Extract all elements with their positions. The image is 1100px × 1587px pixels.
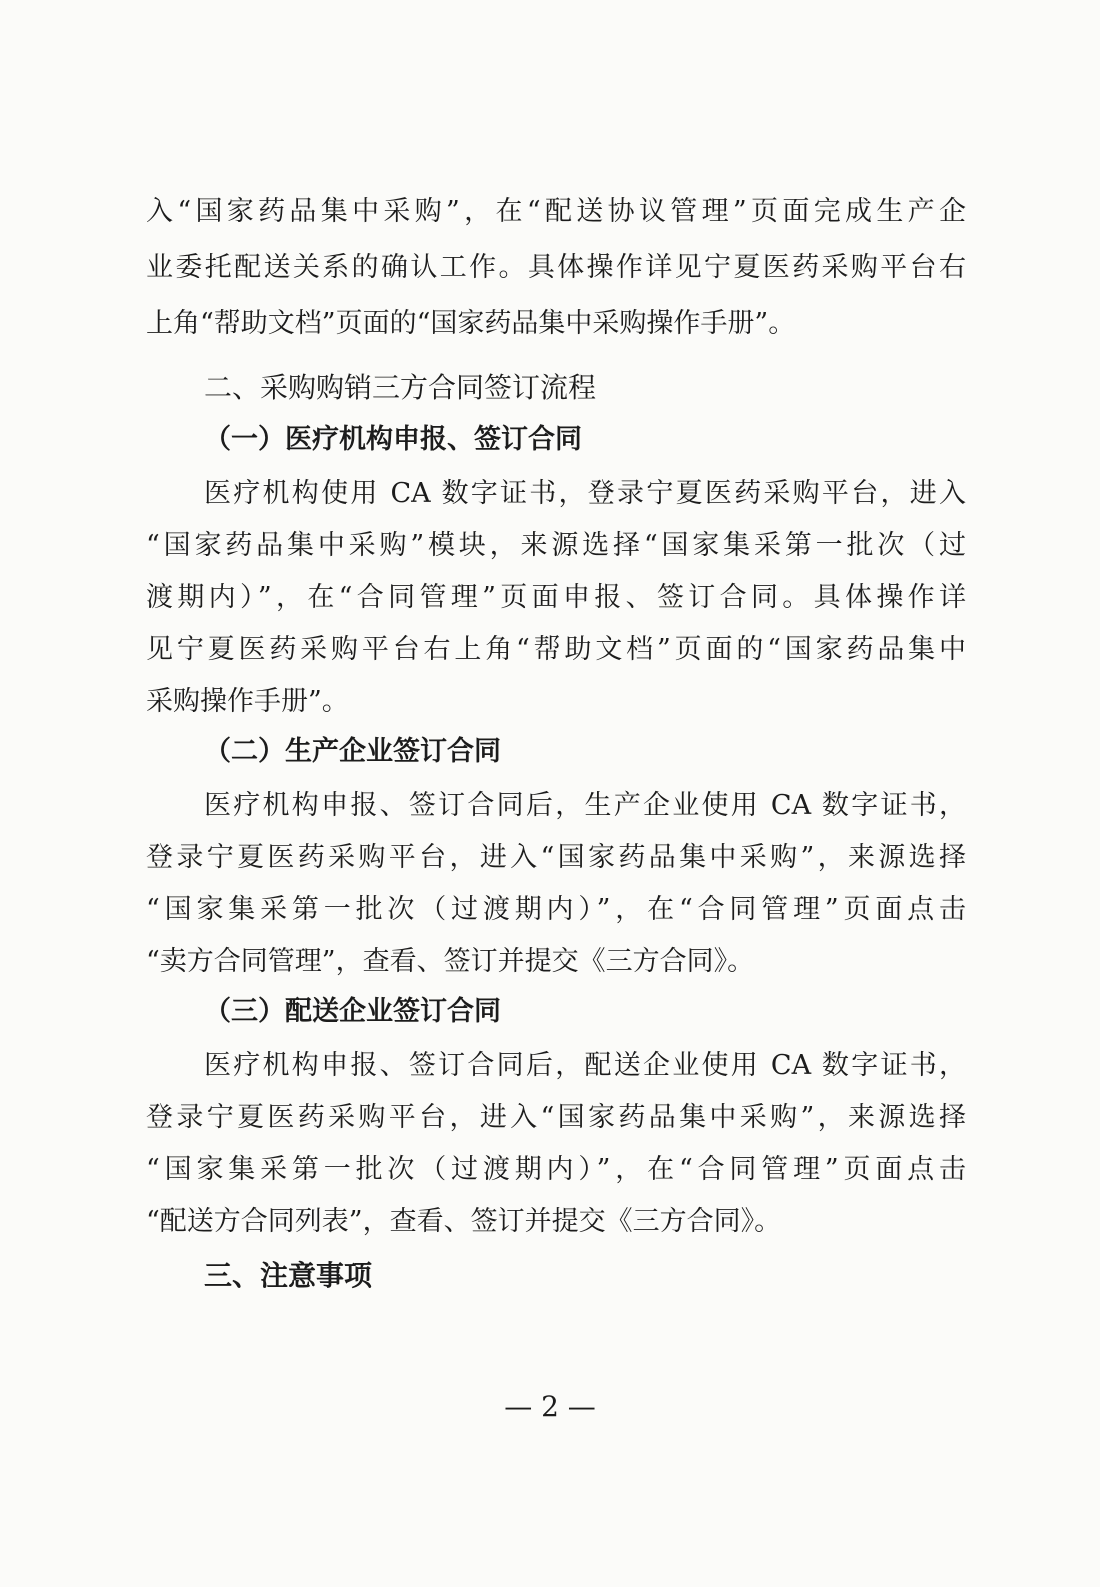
body-text-line: 上角“帮助文档”页面的“国家药品集中采购操作手册”。 [146, 308, 796, 339]
section-heading: 三、注意事项 [204, 1259, 373, 1292]
body-text-line: 登录宁夏医药采购平台，进入“国家药品集中采购”，来源选择 [146, 1102, 966, 1133]
subsection-heading: （一）医疗机构申报、签订合同 [204, 424, 582, 455]
page-number: — 2 — [504, 1390, 596, 1423]
body-text-line: 登录宁夏医药采购平台，进入“国家药品集中采购”，来源选择 [146, 842, 966, 873]
section-heading: 二、采购购销三方合同签订流程 [204, 371, 597, 404]
body-text-line: 渡期内）”，在“合同管理”页面申报、签订合同。具体操作详 [146, 582, 966, 613]
body-text-line: “卖方合同管理”，查看、签订并提交《三方合同》。 [146, 946, 755, 977]
body-text-line: 入“国家药品集中采购”，在“配送协议管理”页面完成生产企 [146, 196, 966, 227]
body-text-line: “国家集采第一批次（过渡期内）”，在“合同管理”页面点击 [146, 1154, 966, 1185]
body-text-line: 采购操作手册”。 [146, 686, 349, 717]
body-text-line: 见宁夏医药采购平台右上角“帮助文档”页面的“国家药品集中 [146, 634, 966, 665]
body-text-line: 医疗机构使用 CA 数字证书，登录宁夏医药采购平台，进入 [204, 478, 966, 509]
subsection-heading: （三）配送企业签订合同 [204, 996, 501, 1027]
body-text-line: 业委托配送关系的确认工作。具体操作详见宁夏医药采购平台右 [146, 252, 966, 283]
body-text-line: “国家药品集中采购”模块，来源选择“国家集采第一批次（过 [146, 530, 966, 561]
body-text-line: 医疗机构申报、签订合同后，生产企业使用 CA 数字证书， [204, 790, 966, 821]
body-text-line: 医疗机构申报、签订合同后，配送企业使用 CA 数字证书， [204, 1050, 966, 1081]
body-text-line: “国家集采第一批次（过渡期内）”，在“合同管理”页面点击 [146, 894, 966, 925]
body-text-line: “配送方合同列表”，查看、签订并提交《三方合同》。 [146, 1206, 782, 1237]
subsection-heading: （二）生产企业签订合同 [204, 736, 501, 767]
